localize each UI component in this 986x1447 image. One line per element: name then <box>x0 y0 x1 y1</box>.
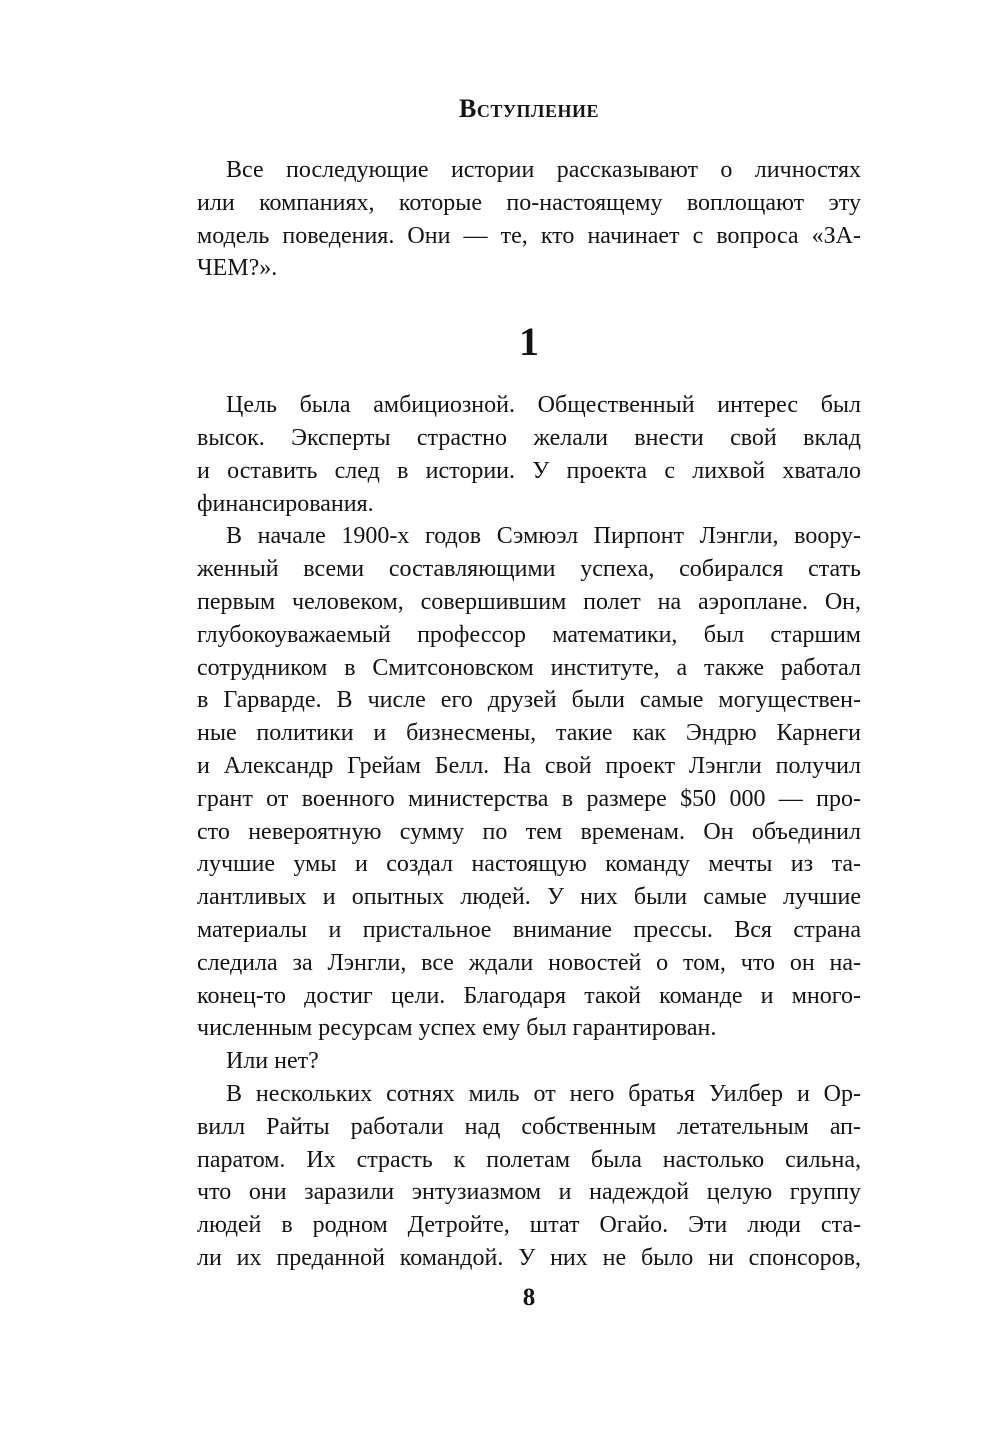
text-line: численным ресурсам успех ему был гарантирован. <box>197 1015 717 1042</box>
text-line: Или нет? <box>226 1048 319 1075</box>
text-line: паратом. Их страсть к полетам была настолько сильна, <box>197 1146 861 1173</box>
text-line: лучшие умы и создал настоящую команду мечты из та- <box>197 851 861 878</box>
paragraph <box>197 154 861 285</box>
text-line: материалы и пристальное внимание прессы. Вся страна <box>197 916 861 943</box>
text-line: вилл Райты работали над собственным летательным ап- <box>197 1113 861 1140</box>
text-line: ЧЕМ?». <box>197 255 278 282</box>
text-line: первым человеком, совершившим полет на аэроплане. Он, <box>197 588 861 615</box>
text-column <box>197 0 861 1313</box>
text-line: или компаниях, которые по-настоящему воплощают эту <box>197 189 861 216</box>
text-line: Цель была амбициозной. Общественный интерес был <box>226 392 861 419</box>
text-line: В начале 1900-х годов Сэмюэл Пирпонт Лэнгли, воору- <box>226 523 861 550</box>
text-line: грант от военного министерства в размере $50 000 — про- <box>197 785 861 812</box>
chapter-number-heading: 1 <box>519 319 539 365</box>
text-line: сто невероятную сумму по тем временам. Он объединил <box>197 818 861 845</box>
paragraph <box>197 1078 861 1275</box>
text-line: конец-то достиг цели. Благодаря такой команде и много- <box>197 982 861 1009</box>
paragraph <box>197 1045 861 1078</box>
text-line: в Гарварде. В числе его друзей были самые могуществен- <box>197 687 861 714</box>
text-line: людей в родном Детройте, штат Огайо. Эти люди ста- <box>197 1212 861 1239</box>
text-line: ли их преданной командой. У них не было ни спонсоров, <box>197 1244 861 1271</box>
text-line: следила за Лэнгли, все ждали новостей о том, что он на- <box>197 949 861 976</box>
text-line: что они заразили энтузиазмом и надеждой целую группу <box>197 1179 861 1206</box>
text-line: ные политики и бизнесмены, такие как Эндрю Карнеги <box>197 720 861 747</box>
page-number: 8 <box>522 1283 536 1311</box>
text-line: женный всеми составляющими успеха, собирался стать <box>197 556 861 583</box>
text-line: финансирования. <box>197 490 374 517</box>
body-text <box>197 154 861 1275</box>
text-line: Все последующие истории рассказывают о личностях <box>226 157 861 183</box>
text-line: модель поведения. Они — те, кто начинает с вопроса «ЗА- <box>197 222 861 249</box>
running-header: Вступление <box>459 94 599 123</box>
paragraph <box>197 520 861 1045</box>
text-line: и оставить след в истории. У проекта с лихвой хватало <box>197 457 861 484</box>
text-line: В нескольких сотнях миль от него братья Уилбер и Ор- <box>226 1080 861 1107</box>
text-line: лантливых и опытных людей. У них были самые лучшие <box>197 884 861 911</box>
text-line: глубокоуважаемый профессор математики, был старшим <box>197 621 861 648</box>
text-line: сотрудником в Смитсоновском институте, а также работал <box>197 654 861 681</box>
paragraph <box>197 389 861 520</box>
text-line: и Александр Грейам Белл. На свой проект Лэнгли получил <box>197 752 861 779</box>
text-line: высок. Эксперты страстно желали внести свой вклад <box>197 424 861 451</box>
